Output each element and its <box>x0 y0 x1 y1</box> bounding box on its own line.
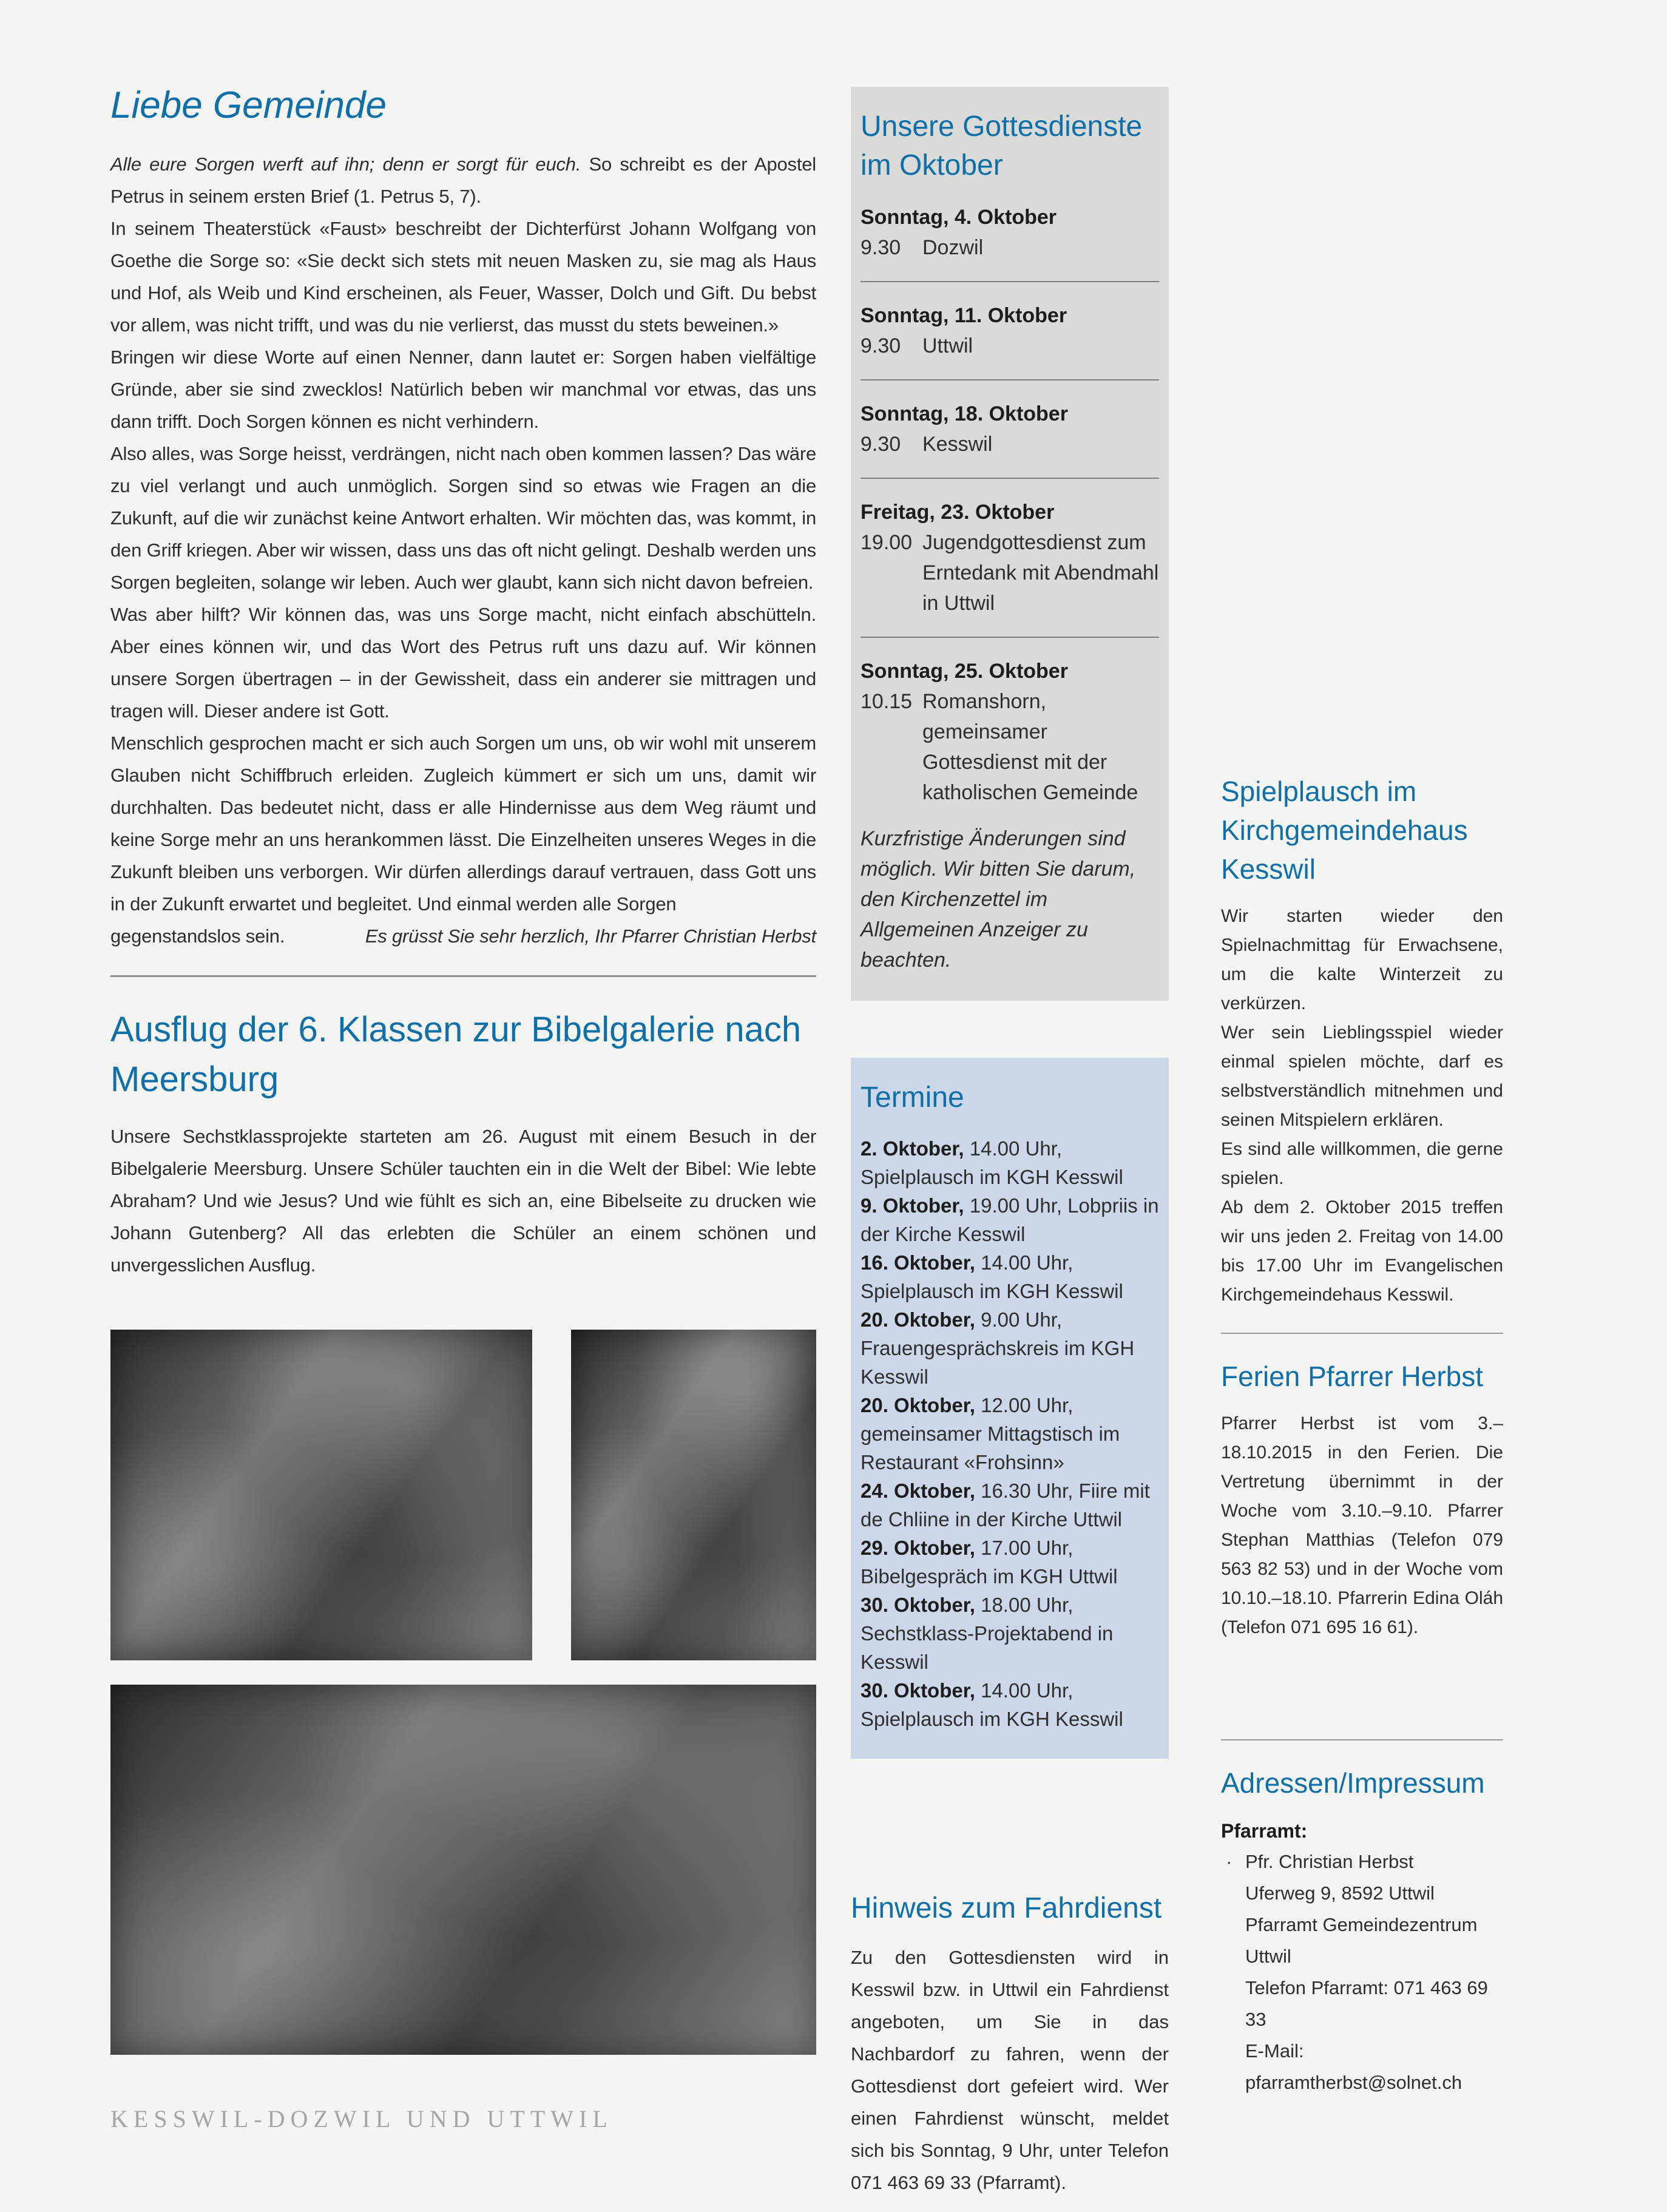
service-entry <box>861 202 1159 263</box>
service-time: 19.00 <box>861 531 913 554</box>
article-paragraph: Menschlich gesprochen macht er sich auch Sorgen um uns, ob wir wohl mit unserem Glauben nicht Schiffbruch erleiden. Zugleich kümmert er sich um uns, damit wir durchhalten. Das bedeutet nicht, dass er alle Hindernisse aus dem Weg räumt und keine Sorge mehr an uns herankommen lässt. Die Einzelheiten unseres Weges in die Zukunft bleiben uns verborgen. Wir dürfen allerdings darauf vertrauen, dass Gott uns in der Zukunft erwartet und begleitet. Und einmal werden alle Sorgen <box>110 732 816 915</box>
signoff-text: Es grüsst Sie sehr herzlich, Ihr Pfarrer Christian Herbst <box>365 925 816 947</box>
spielplausch-paragraph: Es sind alle willkommen, die gerne spielen. <box>1221 1139 1503 1188</box>
schedule-note: Kurzfristige Änderungen sind möglich. Wir bitten Sie darum, den Kirchenzettel im Allgemeinen Anzeiger zu beachten. <box>861 827 1136 972</box>
termine-event <box>861 1591 1159 1676</box>
right-column <box>1221 772 1503 2099</box>
event-date: 30. Oktober, <box>861 1594 975 1616</box>
lead-rest: So schreibt es der Apostel Petrus in seinem ersten Brief (1. Petrus 5, 7). <box>110 154 816 207</box>
divider <box>861 281 1159 282</box>
service-time: 9.30 <box>861 433 901 456</box>
article-paragraph: Also alles, was Sorge heisst, verdrängen, nicht nach oben kommen lassen? Das wäre zu viel verlangt und auch unmöglich. Sorgen sind so etwas wie Fragen an die Zukunft, auf die wir zunächst keine Antwort erhalten. Wir möchten das, was kommt, in den Griff kriegen. Aber wir wissen, dass uns das oft nicht gelingt. Deshalb werden uns Sorgen begleiten, solange wir leben. Auch wer glaubt, kann sich nicht davon befreien. <box>110 443 816 593</box>
gottesdienste-title-line1: Unsere Gottesdienste <box>861 110 1143 143</box>
event-text: 16.30 Uhr, Fiire mit de Chliine in der Kirche Uttwil <box>861 1480 1150 1530</box>
service-row <box>861 232 1159 263</box>
event-text: 17.00 Uhr, Bibelgespräch im KGH Uttwil <box>861 1537 1118 1588</box>
adressen-title: Adressen/Impressum <box>1221 1767 1485 1799</box>
service-day: Sonntag, 11. Oktober <box>861 304 1067 327</box>
divider <box>110 975 816 977</box>
left-column <box>110 84 816 2133</box>
event-date: 24. Oktober, <box>861 1480 975 1502</box>
children-around-grinding-stone-photo <box>110 1330 532 1660</box>
spielplausch-paragraph: Ab dem 2. Oktober 2015 treffen wir uns jeden 2. Freitag von 14.00 bis 17.00 Uhr im Evangelischen Kirchgemeindehaus Kesswil. <box>1221 1197 1503 1305</box>
fahrdienst-title: Hinweis zum Fahrdienst <box>851 1892 1162 1924</box>
ferien-body: Pfarrer Herbst ist vom 3.–18.10.2015 in den Ferien. Die Vertretung übernimmt in der Woche vom 3.10.–9.10. Pfarrer Stephan Matthias (Telefon 079 563 82 53) und in der Woche vom 10.10.–18.10. Pfarrerin Edina Oláh (Telefon 071 695 16 61). <box>1221 1413 1503 1637</box>
event-text: 12.00 Uhr, gemeinsamer Mittagstisch im Restaurant «Frohsinn» <box>861 1394 1120 1473</box>
termine-event <box>861 1534 1159 1591</box>
divider <box>1221 1739 1503 1740</box>
termine-event <box>861 1476 1159 1534</box>
service-time: 9.30 <box>861 236 901 259</box>
termine-box <box>851 1058 1169 1759</box>
closing-text: gegenstandslos sein. <box>110 925 285 947</box>
service-day: Sonntag, 25. Oktober <box>861 660 1068 683</box>
event-text: 14.00 Uhr, Spielplausch im KGH Kesswil <box>861 1137 1123 1188</box>
child-at-printing-press-photo <box>571 1330 816 1660</box>
service-entry <box>861 656 1159 808</box>
event-text: 14.00 Uhr, Spielplausch im KGH Kesswil <box>861 1679 1123 1730</box>
service-row <box>861 527 1159 618</box>
bullet: · <box>1226 1851 1232 1872</box>
service-day: Sonntag, 4. Oktober <box>861 206 1057 229</box>
event-date: 20. Oktober, <box>861 1308 975 1331</box>
service-time: 9.30 <box>861 334 901 357</box>
article-paragraph: Was aber hilft? Wir können das, was uns Sorge macht, nicht einfach abschütteln. Aber eines können wir, und das Wort des Petrus ruft uns dazu auf. Wir können unsere Sorgen übertragen – in der Gewissheit, dass ein anderer sie mittragen und tragen will. Dieser andere ist Gott. <box>110 604 816 722</box>
ausflug-article <box>110 1120 816 1281</box>
middle-column <box>851 87 1169 2199</box>
service-place: Uttwil <box>922 334 973 357</box>
termine-event <box>861 1305 1159 1391</box>
service-row <box>861 331 1159 361</box>
address-line <box>1221 1972 1503 2035</box>
address-line <box>1221 1846 1503 1878</box>
event-text: 19.00 Uhr, Lobpriis in der Kirche Kesswil <box>861 1194 1159 1245</box>
termine-event <box>861 1391 1159 1476</box>
address-line <box>1221 2035 1503 2099</box>
service-place: Jugendgottesdienst zum Erntedank mit Abendmahl in Uttwil <box>922 531 1159 615</box>
termine-event <box>861 1676 1159 1733</box>
spielplausch-title: Spielplausch im Kirchgemeindehaus Kesswil <box>1221 776 1468 885</box>
termine-title: Termine <box>861 1081 964 1114</box>
article-paragraph <box>110 148 816 212</box>
address-text: E-Mail: pfarramtherbst@solnet.ch <box>1245 2040 1462 2093</box>
page-footer: KESSWIL-DOZWIL UND UTTWIL <box>110 2105 613 2133</box>
closing-line <box>110 920 816 952</box>
group-of-children-sitting-photo <box>110 1685 816 2055</box>
article-paragraph: In seinem Theaterstück «Faust» beschreibt der Dichterfürst Johann Wolfgang von Goethe die Sorge so: «Sie deckt sich stets mit neuen Masken zu, sie mag als Haus und Hof, als Weib und Kind erscheinen, als Feuer, Wasser, Dolch und Gift. Du bebst vor allem, was nicht trifft, und was du nie verlierst, das musst du stets beweinen.» <box>110 218 816 336</box>
service-entry <box>861 497 1159 618</box>
liebe-gemeinde-title: Liebe Gemeinde <box>110 84 387 126</box>
gottesdienste-title <box>861 107 1159 185</box>
address-line <box>1221 1878 1503 1909</box>
service-place: Romanshorn, gemeinsamer Gottesdienst mit der katholischen Gemeinde <box>922 690 1138 804</box>
spielplausch-paragraph: Wer sein Lieblingsspiel wieder einmal spielen möchte, darf es selbstverständlich mitnehmen und seinen Mitspielern erklären. <box>1221 1023 1503 1130</box>
photo-row <box>110 1330 816 1660</box>
termine-event <box>861 1191 1159 1248</box>
pfarramt-label: Pfarramt: <box>1221 1820 1308 1842</box>
fahrdienst-section <box>851 1889 1169 2199</box>
divider <box>861 637 1159 638</box>
service-day: Sonntag, 18. Oktober <box>861 402 1068 425</box>
event-text: 14.00 Uhr, Spielplausch im KGH Kesswil <box>861 1251 1123 1302</box>
address-text: Pfr. Christian Herbst <box>1245 1851 1414 1872</box>
service-place: Dozwil <box>922 236 984 259</box>
article-paragraph: Unsere Sechstklassprojekte starteten am 26. August mit einem Besuch in der Bibelgalerie Meersburg. Unsere Schüler tauchten ein in die Welt der Bibel: Wie lebte Abraham? Und wie Jesus? Und wie fühlt es sich an, eine Bibelseite zu drucken wie Johann Gutenberg? All das erlebten die Schüler an einem schönen und unvergesslichen Ausflug. <box>110 1126 816 1276</box>
event-date: 29. Oktober, <box>861 1537 975 1559</box>
service-row <box>861 686 1159 808</box>
divider <box>861 478 1159 479</box>
service-entry <box>861 300 1159 361</box>
ausflug-title: Ausflug der 6. Klassen zur Bibelgalerie nach Meersburg <box>110 1010 802 1099</box>
event-date: 20. Oktober, <box>861 1394 975 1416</box>
termine-event <box>861 1134 1159 1191</box>
bible-quote: Alle eure Sorgen werft auf ihn; denn er sorgt für euch. <box>110 154 581 175</box>
address-text: Uferweg 9, 8592 Uttwil <box>1245 1882 1435 1904</box>
event-date: 2. Oktober, <box>861 1137 964 1160</box>
service-day: Freitag, 23. Oktober <box>861 501 1055 524</box>
gottesdienste-title-line2: im Oktober <box>861 149 1003 181</box>
gottesdienste-box <box>851 87 1169 1001</box>
ferien-title: Ferien Pfarrer Herbst <box>1221 1361 1484 1392</box>
termine-event <box>861 1248 1159 1305</box>
divider <box>1221 1333 1503 1334</box>
spielplausch-paragraph: Wir starten wieder den Spielnachmittag für Erwachsene, um die kalte Winterzeit zu verkürzen. <box>1221 906 1503 1013</box>
service-row <box>861 429 1159 459</box>
event-date: 30. Oktober, <box>861 1679 975 1702</box>
service-place: Kesswil <box>922 433 993 456</box>
event-date: 16. Oktober, <box>861 1251 975 1274</box>
service-time: 10.15 <box>861 690 913 713</box>
address-line <box>1221 1909 1503 1972</box>
event-text: 9.00 Uhr, Frauengesprächskreis im KGH Kesswil <box>861 1308 1135 1388</box>
divider <box>861 379 1159 381</box>
service-entry <box>861 399 1159 459</box>
event-text: 18.00 Uhr, Sechstklass-Projektabend in Kesswil <box>861 1594 1114 1673</box>
liebe-gemeinde-article <box>110 148 816 952</box>
fahrdienst-body: Zu den Gottesdiensten wird in Kesswil bzw. in Uttwil ein Fahrdienst angeboten, um Sie in das Nachbardorf zu fahren, wenn der Gottesdienst dort gefeiert wird. Wer einen Fahrdienst wünscht, meldet sich bis Sonntag, 9 Uhr, unter Telefon 071 463 69 33 (Pfarramt). <box>851 1947 1169 2193</box>
event-date: 9. Oktober, <box>861 1194 964 1217</box>
article-paragraph: Bringen wir diese Worte auf einen Nenner, dann lautet er: Sorgen haben vielfältige Gründe, aber sie sind zwecklos! Natürlich beben wir manchmal vor etwas, das uns dann trifft. Doch Sorgen können es nicht verhindern. <box>110 347 816 432</box>
address-text: Telefon Pfarramt: 071 463 69 33 <box>1245 1977 1488 2030</box>
address-text: Pfarramt Gemeindezentrum Uttwil <box>1245 1914 1478 1967</box>
